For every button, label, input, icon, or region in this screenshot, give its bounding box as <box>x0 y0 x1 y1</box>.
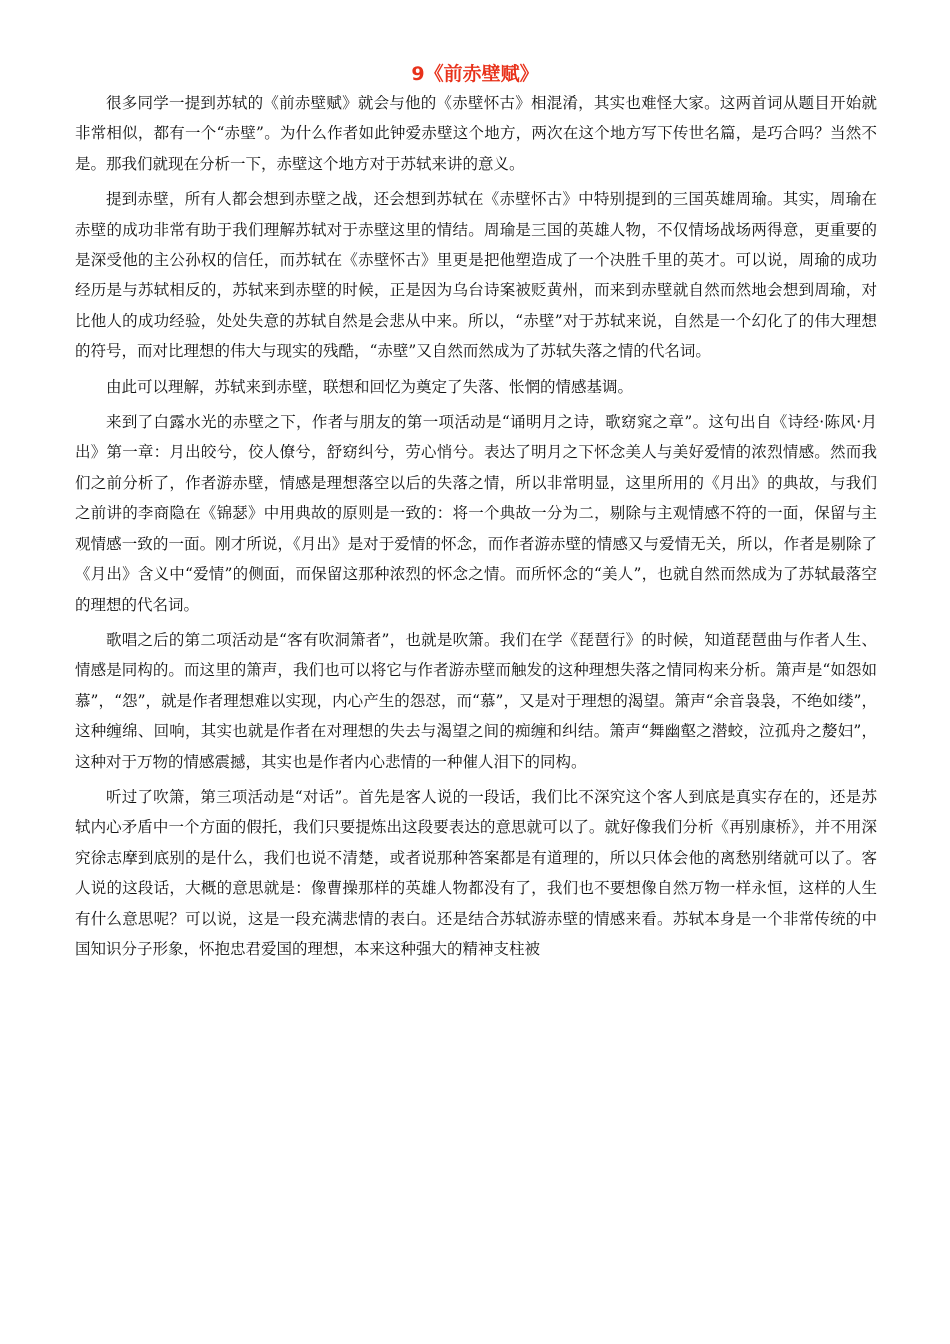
paragraph-3: 由此可以理解，苏轼来到赤壁，联想和回忆为奠定了失落、怅惘的情感基调。 <box>106 377 634 396</box>
document-title: 9《前赤壁赋》 <box>411 63 539 85</box>
paragraph-5: 歌唱之后的第二项活动是“客有吹洞箫者”，也就是吹箫。我们在学《琵琶行》的时候，知道琵琶曲与作者人生、情感是同构的。而这里的箫声，我们也可以将它与作者游赤壁而触发的这种理想失落之情同构来分析。箫声是“如怨如慕”，“怨”，就是作者理想难以实现，内心产生的怨怼，而“慕”，又是对于理想的渴望。箫声“余音袅袅，不绝如缕”，这种缠绵、回响，其实也就是作者在对理想的失去与渴望之间的痴缠和纠结。箫声“舞幽壑之潜蛟，泣孤舟之嫠妇”，这种对于万物的情感震撼，其实也是作者内心悲情的一种催人泪下的同构。 <box>75 630 877 771</box>
document-body <box>75 88 877 964</box>
paragraph-1: 很多同学一提到苏轼的《前赤壁赋》就会与他的《赤壁怀古》相混淆，其实也难怪大家。这两首词从题目开始就非常相似，都有一个“赤壁”。为什么作者如此钟爱赤壁这个地方，两次在这个地方写下传世名篇，是巧合吗？当然不是。那我们就现在分析一下，赤壁这个地方对于苏轼来讲的意义。 <box>75 94 877 173</box>
paragraph-4: 来到了白露水光的赤壁之下，作者与朋友的第一项活动是“诵明月之诗，歌窈窕之章”。这句出自《诗经·陈风·月出》第一章：月出皎兮，佼人僚兮，舒窈纠兮，劳心悄兮。表达了明月之下怀念美人与美好爱情的浓烈情感。然而我们之前分析了，作者游赤壁，情感是理想落空以后的失落之情，所以非常明显，这里所用的《月出》的典故，与我们之前讲的李商隐在《锦瑟》中用典故的原则是一致的：将一个典故一分为二，剔除与主观情感不符的一面，保留与主观情感一致的一面。刚才所说，《月出》是对于爱情的怀念，而作者游赤壁的情感又与爱情无关，所以，作者是剔除了《月出》含义中“爱情”的侧面，而保留这那种浓烈的怀念之情。而所怀念的“美人”，也就自然而然成为了苏轼最落空的理想的代名词。 <box>75 413 877 614</box>
paragraph-2: 提到赤壁，所有人都会想到赤壁之战，还会想到苏轼在《赤壁怀古》中特别提到的三国英雄周瑜。其实，周瑜在赤壁的成功非常有助于我们理解苏轼对于赤壁这里的情结。周瑜是三国的英雄人物，不仅情场战场两得意，更重要的是深受他的主公孙权的信任，而苏轼在《赤壁怀古》里更是把他塑造成了一个决胜千里的英才。可以说，周瑜的成功经历是与苏轼相反的，苏轼来到赤壁的时候，正是因为乌台诗案被贬黄州，而来到赤壁就自然而然地会想到周瑜，对比他人的成功经验，处处失意的苏轼自然是会悲从中来。所以，“赤壁”对于苏轼来说，自然是一个幻化了的伟大理想的符号，而对比理想的伟大与现实的残酷，“赤壁”又自然而然成为了苏轼失落之情的代名词。 <box>75 190 877 361</box>
paragraph-6: 听过了吹箫，第三项活动是“对话”。首先是客人说的一段话，我们比不深究这个客人到底是真实存在的，还是苏轼内心矛盾中一个方面的假托，我们只要提炼出这段要表达的意思就可以了。就好像我们分析《再别康桥》，并不用深究徐志摩到底别的是什么，我们也说不清楚，或者说那种答案都是有道理的，所以只体会他的离愁别绪就可以了。客人说的这段话，大概的意思就是：像曹操那样的英雄人物都没有了，我们也不要想像自然万物一样永恒，这样的人生有什么意思呢？可以说，这是一段充满悲情的表白。还是结合苏轼游赤壁的情感来看。苏轼本身是一个非常传统的中国知识分子形象，怀抱忠君爱国的理想，本来这种强大的精神支柱被 <box>75 787 877 958</box>
